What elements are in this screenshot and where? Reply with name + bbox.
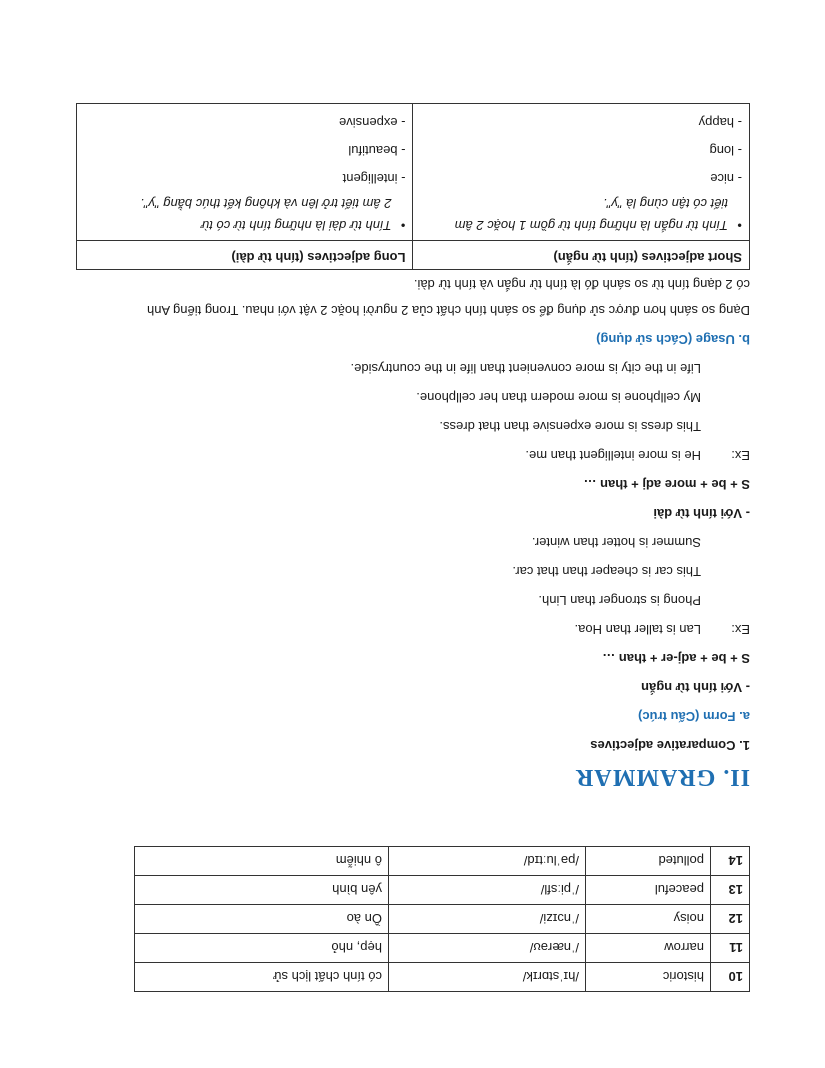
ipa-cell: /hɪˈstɒrɪk/	[389, 963, 586, 992]
meaning-cell: Ồn ào	[135, 905, 389, 934]
table-header-row	[77, 241, 750, 270]
row-number: 14	[711, 847, 750, 876]
list-item: - intelligent	[342, 171, 406, 186]
example-label: Ex:	[731, 448, 750, 463]
word-cell: peaceful	[586, 876, 711, 905]
row-number: 13	[711, 876, 750, 905]
bullet-icon: •	[737, 218, 742, 233]
ipa-cell: /ˈpiːsfl/	[389, 876, 586, 905]
short-formula: S + be + adj-er + than …	[602, 651, 750, 666]
bullet-icon: •	[400, 218, 406, 233]
long-adj-heading: - Với tính từ dài	[653, 506, 750, 521]
word-cell: narrow	[586, 934, 711, 963]
short-adj-header: Short adjectives (tính từ ngắn)	[413, 241, 750, 270]
example-label: Ex:	[731, 622, 750, 637]
meaning-cell: ô nhiễm	[135, 847, 389, 876]
short-example: Summer is hotter than winter.	[531, 535, 701, 550]
short-adj-definition	[421, 214, 743, 236]
list-item: - long	[709, 143, 742, 158]
short-adj-heading: - Với tính từ ngắn	[641, 680, 750, 695]
comparative-section-title: 1. Comparative adjectives	[590, 738, 750, 753]
vocabulary-table	[134, 846, 750, 992]
usage-text: Dạng so sánh hơn được sử dụng để so sánh tính chất của 2 người hoặc 2 vật với nhau. Trong tiếng Anh	[147, 303, 750, 318]
table-row	[135, 963, 750, 992]
short-adj-cell	[413, 104, 750, 241]
word-cell: polluted	[586, 847, 711, 876]
meaning-cell: hẹp, nhỏ	[135, 934, 389, 963]
table-row	[135, 905, 750, 934]
long-example: Life in the city is more convenient than life in the countryside.	[350, 361, 701, 376]
meaning-cell: có tính chất lịch sử	[135, 963, 389, 992]
ipa-cell: /ˈnærəʊ/	[389, 934, 586, 963]
usage-heading: b. Usage (Cách sử dụng)	[596, 332, 750, 347]
table-row	[77, 104, 750, 241]
list-item: - nice	[710, 171, 742, 186]
long-adj-header: Long adjectives (tính từ dài)	[77, 241, 414, 270]
form-heading: a. Form (Cấu trúc)	[638, 709, 750, 724]
definition-line: 2 âm tiết trở lên và không kết thúc bằng "y".	[140, 196, 392, 211]
long-example: He is more intelligent than me.	[525, 448, 701, 463]
definition-line: tiết có tận cùng là "y".	[603, 196, 728, 211]
ipa-cell: /ˈnɔɪzi/	[389, 905, 586, 934]
short-example: Phong is stronger than Linh.	[538, 593, 701, 608]
long-formula: S + be + more adj + than …	[583, 477, 750, 492]
long-adj-cell	[77, 104, 414, 241]
table-row	[135, 847, 750, 876]
usage-text: có 2 dạng tính từ so sánh đó là tính từ ngắn và tính từ dài.	[413, 277, 750, 292]
meaning-cell: yên bình	[135, 876, 389, 905]
row-number: 12	[711, 905, 750, 934]
definition-line: Tính từ dài là những tính từ có từ	[201, 218, 392, 233]
row-number: 10	[711, 963, 750, 992]
ipa-cell: /pəˈluːtɪd/	[389, 847, 586, 876]
table-row	[135, 934, 750, 963]
list-item: - expensive	[339, 115, 406, 130]
long-example: This dress is more expensive than that dress.	[439, 419, 701, 434]
long-example: My cellphone is more modern than her cellphone.	[416, 390, 701, 405]
table-row	[135, 876, 750, 905]
definition-line: Tính từ ngắn là những tính từ gồm 1 hoặc 2 âm	[454, 218, 728, 233]
word-cell: noisy	[586, 905, 711, 934]
adjective-types-table	[76, 103, 750, 270]
grammar-heading: II. GRAMMAR	[575, 764, 750, 790]
row-number: 11	[711, 934, 750, 963]
short-example: This car is cheaper than that car.	[512, 564, 701, 579]
list-item: - happy	[698, 115, 742, 130]
word-cell: historic	[586, 963, 711, 992]
long-adj-definition	[84, 214, 406, 236]
short-example: Lan is taller than Hoa.	[574, 622, 701, 637]
list-item: - beautiful	[348, 143, 406, 158]
vocabulary-table-body	[135, 847, 750, 992]
